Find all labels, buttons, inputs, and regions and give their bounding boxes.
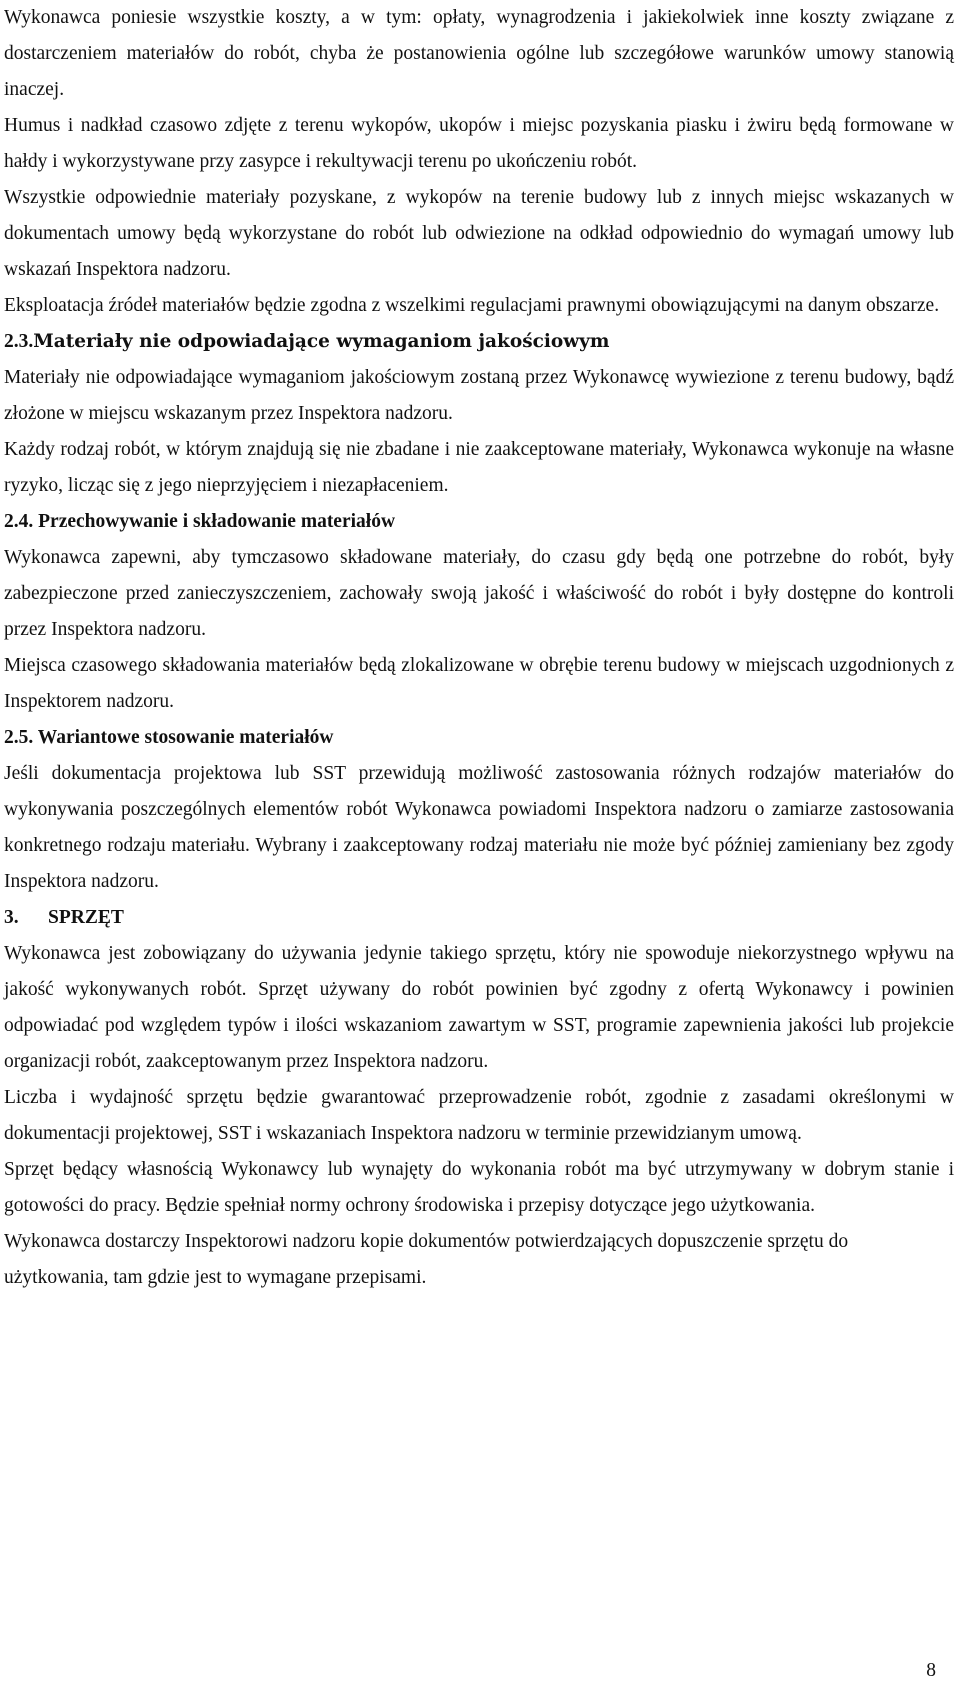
document-body	[4, 0, 954, 1296]
section-heading-2-4	[4, 504, 954, 540]
paragraph-variants: Jeśli dokumentacja projektowa lub SST przewidują możliwość zastosowania różnych rodzajów materiałów do wykonywania poszczególnych elementów robót Wykonawca powiadomi Inspektora nadzoru o zamiarze zastosowania konkretnego rodzaju materiału. Wybrany i zaakceptowany rodzaj materiału nie może być później zamieniany bez zgody Inspektora nadzoru.	[4, 763, 954, 892]
section-number: 2.4.	[4, 511, 34, 532]
page-number: 8	[926, 1660, 936, 1681]
section-heading-2-3	[4, 324, 954, 360]
paragraph-humus: Humus i nadkład czasowo zdjęte z terenu wykopów, ukopów i miejsc pozyskania piasku i żwiru będą formowane w hałdy i wykorzystywane przy zasypce i rekultywacji terenu po ukończeniu robót.	[4, 115, 954, 172]
paragraph-exploitation: Eksploatacja źródeł materiałów będzie zgodna z wszelkimi regulacjami prawnymi obowiązującymi na danym obszarze.	[4, 295, 940, 316]
paragraph-risk: Każdy rodzaj robót, w którym znajdują się nie zbadane i nie zaakceptowane materiały, Wykonawca wykonuje na własne ryzyko, licząc się z jego nieprzyjęciem i niezapłaceniem.	[4, 439, 954, 496]
paragraph-storage-location: Miejsca czasowego składowania materiałów będą zlokalizowane w obrębie terenu budowy w miejscach uzgodnionych z Inspektorem nadzoru.	[4, 655, 954, 712]
paragraph-equipment-condition: Sprzęt będący własnością Wykonawcy lub wynajęty do wykonania robót ma być utrzymywany w dobrym stanie i gotowości do pracy. Będzie spełniał normy ochrony środowiska i przepisy dotyczące jego użytkowania.	[4, 1159, 954, 1216]
section-title: Przechowywanie i składowanie materiałów	[38, 511, 396, 532]
section-number: 2.5.	[4, 727, 34, 748]
paragraph-equipment-capacity: Liczba i wydajność sprzętu będzie gwarantować przeprowadzenie robót, zgodnie z zasadami określonymi w dokumentacji projektowej, SST i wskazaniach Inspektora nadzoru w terminie przewidzianym umową.	[4, 1087, 954, 1144]
paragraph-storage: Wykonawca zapewni, aby tymczasowo składowane materiały, do czasu gdy będą one potrzebne do robót, były zabezpieczone przed zanieczyszczeniem, zachowały swoją jakość i właściwość do robót i były dostępne do kontroli przez Inspektora nadzoru.	[4, 547, 954, 640]
paragraph-equipment-documents: Wykonawca dostarczy Inspektorowi nadzoru kopie dokumentów potwierdzających dopuszczenie sprzętu do użytkowania, tam gdzie jest to wymagane przepisami.	[4, 1231, 849, 1288]
paragraph-materials-excavation: Wszystkie odpowiednie materiały pozyskane, z wykopów na terenie budowy lub z innych miejsc wskazanych w dokumentach umowy będą wykorzystane do robót lub odwiezione na odkład odpowiednio do wymagań umowy lub wskazań Inspektora nadzoru.	[4, 187, 954, 280]
paragraph-costs: Wykonawca poniesie wszystkie koszty, a w tym: opłaty, wynagrodzenia i jakiekolwiek inne koszty związane z dostarczeniem materiałów do robót, chyba że postanowienia ogólne lub szczegółowe warunków umowy stanowią inaczej.	[4, 7, 954, 100]
section-title: Materiały nie odpowiadające wymaganiom jakościowym	[33, 331, 610, 352]
paragraph-removal: Materiały nie odpowiadające wymaganiom jakościowym zostaną przez Wykonawcę wywiezione z terenu budowy, bądź złożone w miejscu wskazanym przez Inspektora nadzoru.	[4, 367, 954, 424]
section-heading-3	[4, 900, 954, 936]
section-title: SPRZĘT	[48, 907, 124, 928]
section-heading-2-5	[4, 720, 954, 756]
section-title: Wariantowe stosowanie materiałów	[37, 727, 334, 748]
section-number: 2.3.	[4, 331, 34, 352]
section-number: 3.	[4, 907, 19, 928]
paragraph-equipment-use: Wykonawca jest zobowiązany do używania jedynie takiego sprzętu, który nie spowoduje niekorzystnego wpływu na jakość wykonywanych robót. Sprzęt używany do robót powinien być zgodny z ofertą Wykonawcy i powinien odpowiadać pod względem typów i ilości wskazaniom zawartym w SST, programie zapewnienia jakości lub projekcie organizacji robót, zaakceptowanym przez Inspektora nadzoru.	[4, 943, 954, 1072]
